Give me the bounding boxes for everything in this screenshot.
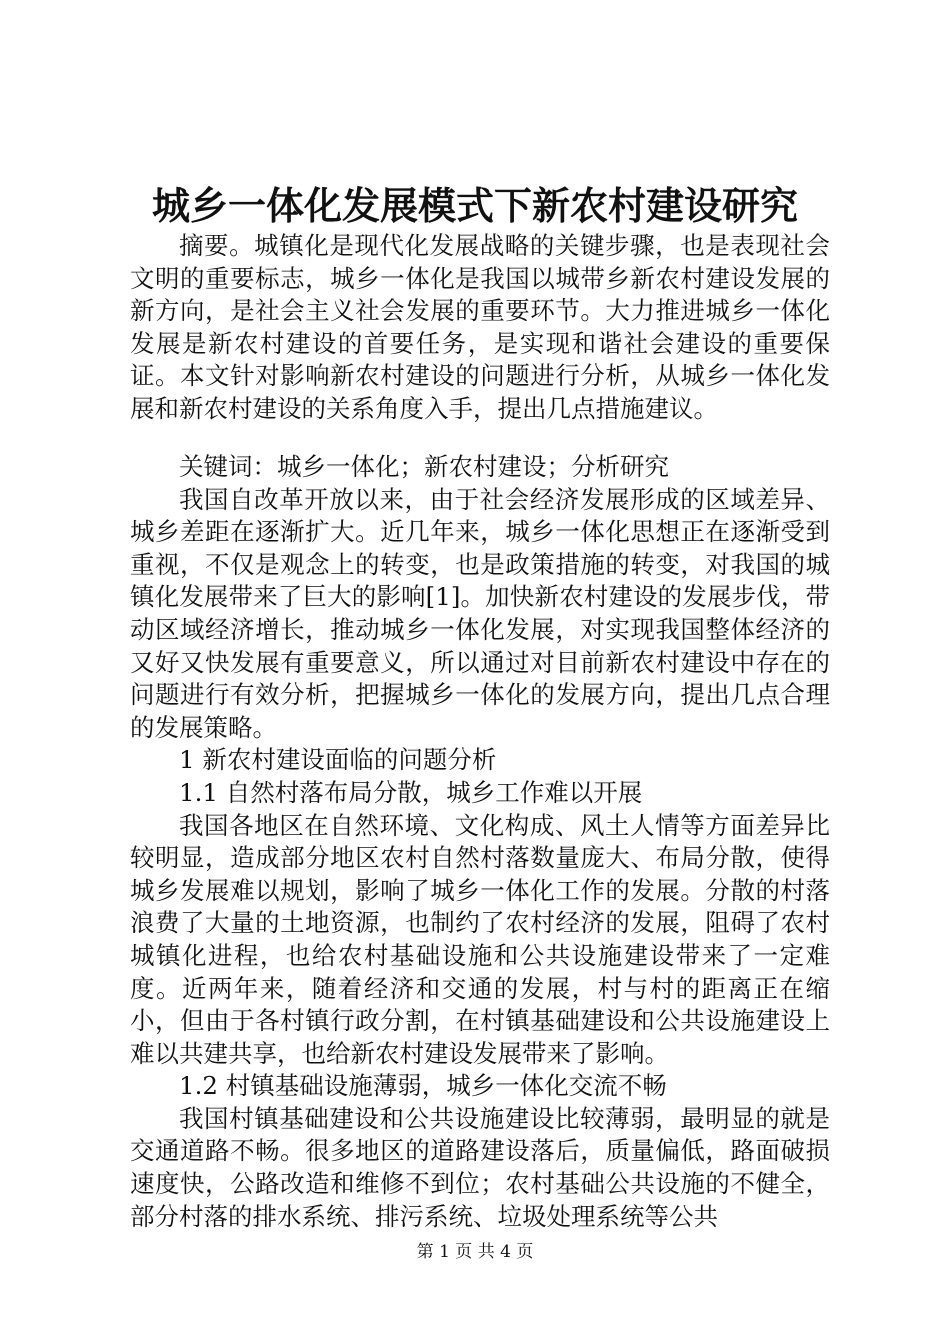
abstract-paragraph: 摘要。城镇化是现代化发展战略的关键步骤，也是表现社会文明的重要标志，城乡一体化是我国以城带乡新农村建设发展的新方向，是社会主义社会发展的重要环节。大力推进城乡一体化发展是新农村建设的首要任务，是实现和谐社会建设的重要保证。本文针对影响新农村建设的问题进行分析，从城乡一体化发展和新农村建设的关系角度入手，提出几点措施建议。 bbox=[130, 231, 830, 423]
section-1-1-heading: 1.1 自然村落布局分散，城乡工作难以开展 bbox=[179, 777, 643, 807]
section-1-1-paragraph: 我国各地区在自然环境、文化构成、风土人情等方面差异比较明显，造成部分地区农村自然村落数量庞大、布局分散，使得城乡发展难以规划，影响了城乡一体化工作的发展。分散的村落浪费了大量的土地资源，也制约了农村经济的发展，阻碍了农村城镇化进程，也给农村基础设施和公共设施建设带来了一定难度。近两年来，随着经济和交通的发展，村与村的距离正在缩小，但由于各村镇行政分割，在村镇基础建设和公共设施建设上难以共建共享，也给新农村建设发展带来了影响。 bbox=[130, 810, 830, 1068]
document-title: 城乡一体化发展模式下新农村建设研究 bbox=[151, 183, 798, 228]
keywords-line: 关键词：城乡一体化；新农村建设；分析研究 bbox=[179, 452, 669, 481]
abstract-block bbox=[130, 230, 830, 458]
main-body bbox=[130, 451, 830, 1233]
section-1-heading: 1 新农村建设面临的问题分析 bbox=[179, 745, 497, 775]
section-1-2-paragraph: 我国村镇基础建设和公共设施建设比较薄弱，最明显的就是交通道路不畅。很多地区的道路建设落后，质量偏低，路面破损速度快，公路改造和维修不到位；农村基础公共设施的不健全，部分村落的排水系统、排污系统、垃圾处理系统等公共 bbox=[130, 1103, 830, 1231]
intro-paragraph: 我国自改革开放以来，由于社会经济发展形成的区域差异、城乡差距在逐渐扩大。近几年来，城乡一体化思想正在逐渐受到重视，不仅是观念上的转变，也是政策措施的转变，对我国的城镇化发展带来了巨大的影响[1]。加快新农村建设的发展步伐，带动区域经济增长，推动城乡一体化发展，对实现我国整体经济的又好又快发展有重要意义，所以通过对目前新农村建设中存在的问题进行有效分析，把握城乡一体化的发展方向，提出几点合理的发展策略。 bbox=[130, 484, 830, 742]
section-1-2-heading: 1.2 村镇基础设施薄弱，城乡一体化交流不畅 bbox=[179, 1071, 667, 1101]
page-number-footer: 第 1 页 共 4 页 bbox=[416, 1242, 534, 1262]
